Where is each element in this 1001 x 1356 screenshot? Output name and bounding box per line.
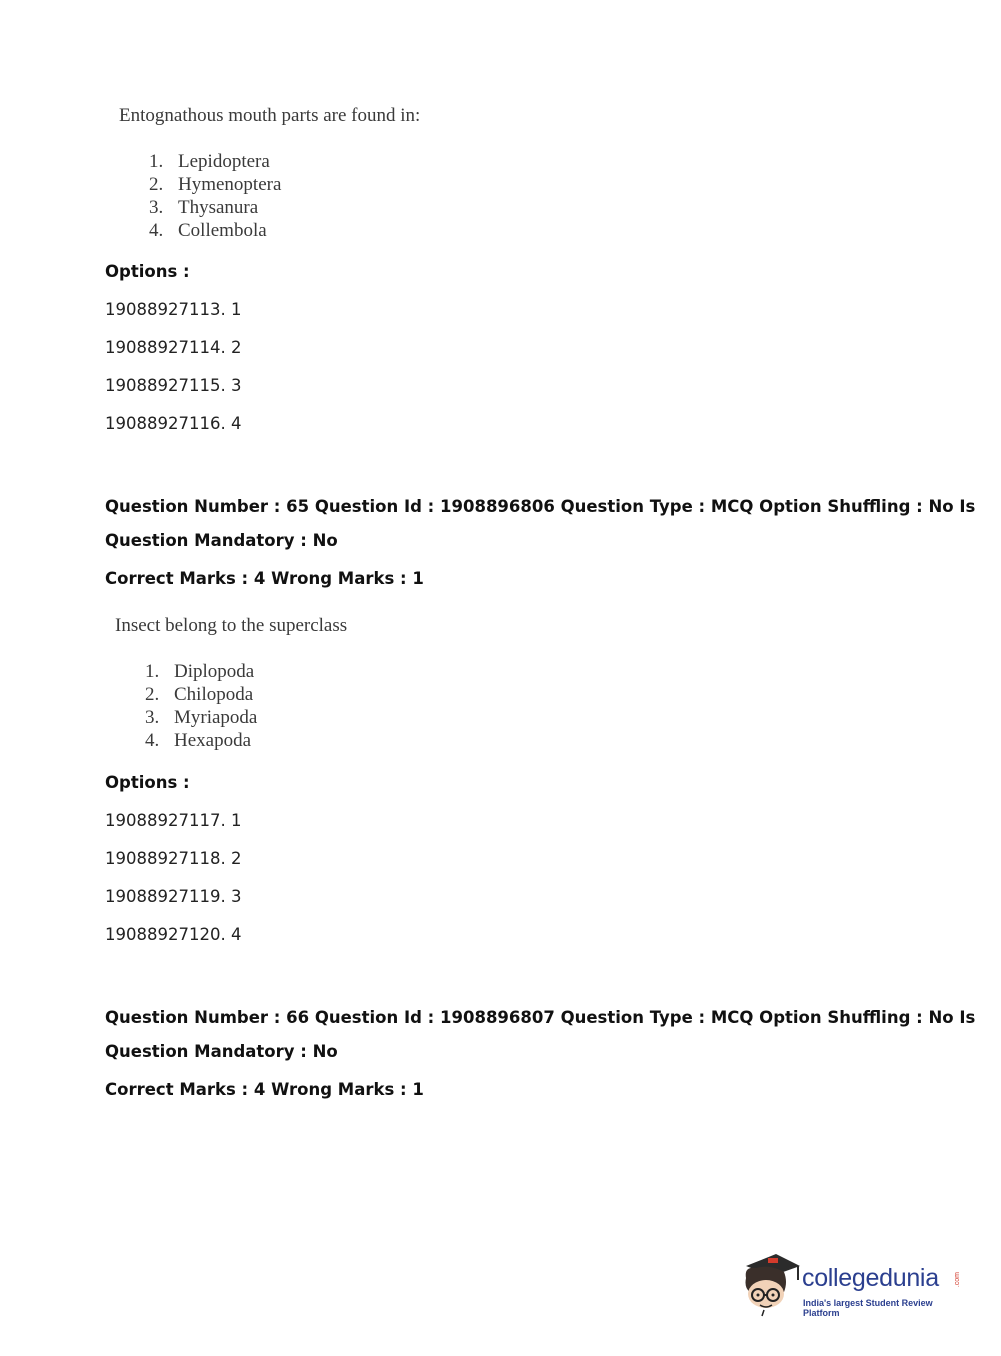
option-item: 19088927119. 3 [105, 887, 242, 906]
option-item: 19088927116. 4 [105, 414, 242, 433]
list-item: 1. Lepidoptera [149, 151, 270, 172]
list-item: 4. Collembola [149, 220, 267, 241]
list-item: 2. Hymenoptera [149, 174, 282, 195]
mascot-graduation-cap-icon [740, 1248, 802, 1318]
list-item: 3. Myriapoda [145, 707, 258, 728]
answer-list [149, 150, 281, 242]
answer-list [145, 660, 257, 752]
option-item: 19088927113. 1 [105, 300, 242, 319]
question-header: Question Number : 65 Question Id : 1908896806 Question Type : MCQ Option Shuffling : No Is [105, 497, 976, 516]
option-item: 19088927114. 2 [105, 338, 242, 357]
logo-tagline: India's largest Student Review Platform [803, 1298, 933, 1318]
logo-wordmark: collegedunia [802, 1264, 939, 1292]
list-item: 4. Hexapoda [145, 730, 252, 751]
question-text: Entognathous mouth parts are found in: [119, 105, 421, 126]
question-mandatory: Question Mandatory : No [105, 1042, 338, 1061]
option-item: 19088927115. 3 [105, 376, 242, 395]
question-marks: Correct Marks : 4 Wrong Marks : 1 [105, 569, 424, 588]
question-mandatory: Question Mandatory : No [105, 531, 338, 550]
option-item: 19088927120. 4 [105, 925, 242, 944]
options-label: Options : [105, 262, 190, 281]
list-item: 3. Thysanura [149, 197, 259, 218]
list-item: 2. Chilopoda [145, 684, 254, 705]
option-item: 19088927117. 1 [105, 811, 242, 830]
option-item: 19088927118. 2 [105, 849, 242, 868]
question-marks: Correct Marks : 4 Wrong Marks : 1 [105, 1080, 424, 1099]
question-header: Question Number : 66 Question Id : 1908896807 Question Type : MCQ Option Shuffling : No Is [105, 1008, 976, 1027]
question-text: Insect belong to the superclass [115, 615, 348, 636]
list-item: 1. Diplopoda [145, 661, 255, 682]
collegedunia-logo [740, 1248, 970, 1318]
logo-com: .com [954, 1272, 961, 1288]
options-label: Options : [105, 773, 190, 792]
